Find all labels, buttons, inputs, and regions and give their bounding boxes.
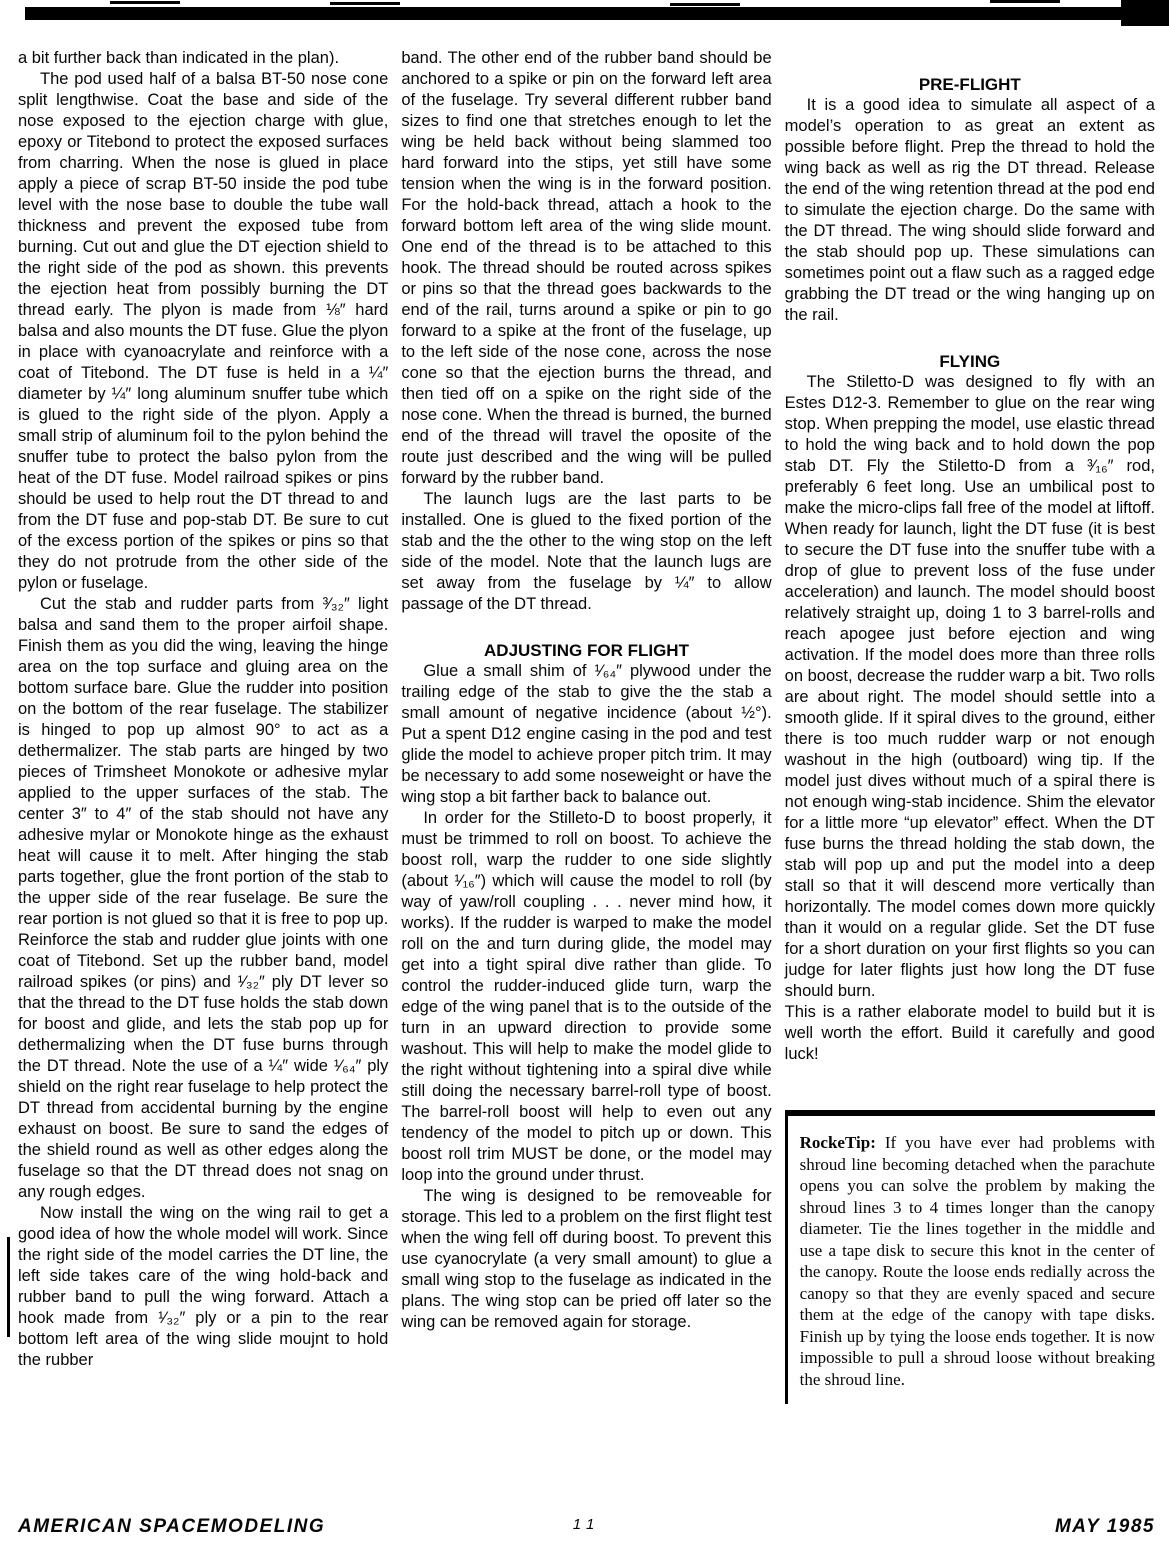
scan-artifact-top-bar <box>25 7 1145 20</box>
paragraph: The wing is designed to be removeable for storage. This led to a problem on the first flight test when the wing fell off during boost. To prevent this use cyanocrylate (a very small amount) to glue a small wing stop to the fuselage as indicated in the plans. The wing stop can be pried off later so the wing can be removed again for storage. <box>401 1187 772 1331</box>
paragraph: It is a good idea to simulate all aspect of a model’s operation to as great an extent as possible before flight. Prep the thread to hold the wing back as well as rig the DT thread. Release the end of the wing retention thread at the pod end to simulate the ejection charge. Do the same with the DT thread. The wing should slide forward and the stab should pop up. These simulations can sometimes point out a flaw such as a ragged edge grabbing the DT tread or the wing hanging up on the rail. <box>784 96 1155 324</box>
rocketip-box <box>785 1110 1155 1404</box>
closing-paragraph: This is a rather elaborate model to build but it is well worth the effort. Build it carefully and good luck! <box>784 1003 1155 1063</box>
rocketip-label: RockeTip: <box>799 1133 876 1152</box>
paragraph: Now install the wing on the wing rail to get a good idea of how the whole model will work. Since the right side of the model carries the DT line, the left side takes care of the wing hold-back and rubber band to pull the wing forward. Attach a hook made from ¹⁄₃₂″ ply or a pin to the rear bottom left area of the wing slide moujnt to hold the rubber <box>18 1204 389 1369</box>
paragraph: The pod used half of a balsa BT-50 nose cone split lengthwise. Coat the base and side of the nose exposed to the ejection charge with glue, epoxy or Titebond to protect the exposed surfaces from charring. When the nose is glued in place apply a piece of scrap BT-50 inside the pod tube level with the nose base to double the tube wall thickness and prevent the exposed tube from burning. Cut out and glue the DT ejection shield to the right side of the pod as shown. this prevents the ejection heat from possibly burning the DT thread early. The plyon is made from ⅛″ hard balsa and also mounts the DT fuse. Glue the plyon in place with cyanoacrylate and reinforce with a coat of Titebond. The DT fuse is held in a ¼″ diameter by ¼″ long aluminum snuffer tube which is glued to the right side of the plyon. Apply a small strip of aluminum foil to the pylon behind the snuffer tube to protect the balso pylon from the heat of the DT fuse. Model railroad spikes or pins should be used to help rout the DT thread to and from the DT fuse and pop-stab DT. Be sure to cut of the excess portion of the spikes or pins so that they do not protrude from the other side of the pylon or fuselage. <box>18 70 389 592</box>
rocketip-paragraph <box>800 1132 1155 1390</box>
paragraph: Cut the stab and rudder parts from ³⁄₃₂″ light balsa and sand them to the proper airfoil shape. Finish them as you did the wing, leaving the hinge area on the top surface and gluing area on the bottom surface bare. Glue the rudder into position on the bottom of the rear fuselage. The stabilizer is hinged to pop up almost 90° to act as a dethermalizer. The stab parts are hinged by two pieces of Trimsheet Monokote or adhesive mylar applied to the upper surfaces of the stab. The center 3″ to 4″ of the stab should not have any adhesive mylar or Monokote hinge as the exhaust heat will cause it to melt. After hinging the stab parts together, glue the front portion of the stab to the upper side of the rear fuselage. Be sure the rear portion is not glued so that it is free to pop up. Reinforce the stab and rudder glue joints with one coat of Titebond. Set up the rubber band, model railroad spikes (or pins) and ¹⁄₃₂″ ply DT lever so that the thread to the DT fuse holds the stab down for boost and glide, and lets the stab pop up for dethermalizing when the DT fuse burns through the DT thread. Note the use of a ¼″ wide ¹⁄₆₄″ ply shield on the right rear fuselage to help protect the DT thread from accidental burning by the engine exhaust on boost. Be sure to sand the edges of the shield round as well as other edges along the fuselage so that the DT thread does not snag on any rough edges. <box>18 595 389 1201</box>
article-body <box>18 48 1155 1404</box>
paragraph: Glue a small shim of ¹⁄₆₄″ plywood under the trailing edge of the stab to give the the stab a small amount of negative incidence (about ½°). Put a spent D12 engine casing in the pod and test glide the model to achieve proper pitch trim. It may be necessary to add some noseweight or have the wing stop a bit farther back to balance out. <box>401 662 772 806</box>
scan-artifact-left-mark <box>7 1237 10 1337</box>
column-3 <box>785 48 1155 1404</box>
column-2 <box>401 48 771 1404</box>
issue-date: MAY 1985 <box>1054 1516 1155 1537</box>
section-heading-flying: FLYING <box>939 352 1001 371</box>
page-number: 11 <box>572 1516 601 1533</box>
column-1 <box>18 48 388 1404</box>
paragraph: band. The other end of the rubber band should be anchored to a spike or pin on the forward left area of the fuselage. Try several different rubber band sizes to find one that stretches enough to let the wing be held back without being slammed too hard forward into the stips, yet still have some tension when the wing is in the forward position. For the hold-back thread, attach a hook to the forward bottom left area of the wing slide mount. One end of the thread is to be attached to this hook. The thread should be routed across spikes or pins so that the thread goes backwards to the end of the rail, turns around a spike or pin to go forward to a spike at the front of the fuselage, up to the left side of the nose cone, across the nose cone so that the ejection burns the thread, and then tied off on a spike on the right side of the nose cone. When the thread is burned, the burned end of the thread will travel the oposite of the route just described and the wing will be pulled forward by the rubber band. <box>401 49 772 487</box>
rocketip-text: If you have ever had problems with shroud line becoming detached when the parachute opens you can solve the problem by making the shroud lines 3 to 4 times longer than the canopy diameter. Tie the lines together in the middle and use a tape disk to secure this knot in the center of the canopy. Route the loose ends redially across the canopy so that they are evenly spaced and secure them at the edge of the canopy with tape disks. Finish up by tying the loose ends together. It is now impossible to pull a shroud loose without breaking the shroud line. <box>799 1133 1155 1389</box>
paragraph: a bit further back than indicated in the plan). <box>18 49 340 67</box>
section-heading-adjusting-for-flight: ADJUSTING FOR FLIGHT <box>484 641 689 660</box>
section-heading-pre-flight: PRE-FLIGHT <box>918 75 1021 94</box>
paragraph: The launch lugs are the last parts to be installed. One is glued to the fixed portion of the stab and the the other to the wing stop on the left side of the model. Note that the launch lugs are set away from the fuselage by ¼″ to allow passage of the DT thread. <box>401 490 772 613</box>
page-footer <box>18 1516 1155 1538</box>
paragraph: The Stiletto-D was designed to fly with an Estes D12-3. Remember to glue on the rear wing stop. When prepping the model, use elastic thread to hold the wing back and to hold down the pop stab DT. Fly the Stiletto-D from a ³⁄₁₆″ rod, preferably 6 feet long. Use an umbilical post to make the micro-clips fall free of the model at liftoff. When ready for launch, light the DT fuse (it is best to secure the DT fuse into the snuffer tube with a drop of glue to prevent loss of the fuse under acceleration) and launch. The model should boost relatively straight up, doing 1 to 3 barrel-rolls and reach apogee just before ejection and wing activation. If the model does more than three rolls on boost, decrease the rudder warp a bit. Two rolls are about right. The model should settle into a smooth glide. If it spiral dives to the ground, either there is too much rudder warp or not enough washout in the high (outboard) wing tip. If the model just dives without much of a spiral there is not enough wing-stab incidence. Shim the elevator for a little more “up elevator” effect. When the DT fuse burns the thread holding the stab down, the stab will pop up and put the model into a deep stall so that it will descend more vertically than horizontally. The model comes down more quickly than it would on a regular glide. Set the DT fuse for a short duration on your first flights so you can judge for later flights just how long the DT fuse should burn. <box>784 373 1155 1000</box>
paragraph: In order for the Stilleto-D to boost properly, it must be trimmed to roll on boost. To achieve the boost roll, warp the rudder to one side slightly (about ¹⁄₁₆″) which will cause the model to roll (by way of yaw/roll coupling . . . never mind how, it works). If the rudder is warped to make the model roll on the and turn during glide, the model may get into a tight spiral dive rather than glide. To control the rudder-induced glide turn, warp the edge of the wing panel that is to the outside of the turn in an upward direction to provide some washout. This will help to make the model glide to the right without tightening into a spiral dive while still doing the necessary barrel-roll type of boost. The barrel-roll boost will help to even out any tendency of the model to pitch up or down. This boost roll trim MUST be done, or the model may loop into the ground under thrust. <box>401 809 772 1184</box>
magazine-title: AMERICAN SPACEMODELING <box>18 1516 326 1537</box>
